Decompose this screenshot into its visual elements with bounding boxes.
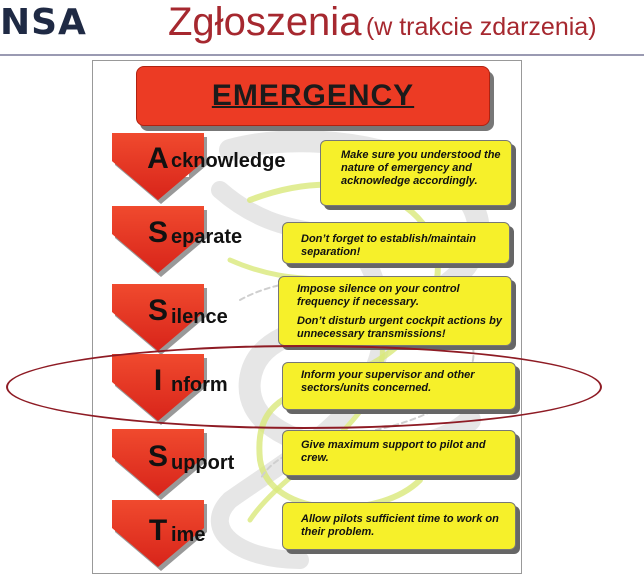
highlight-ellipse bbox=[6, 345, 602, 429]
emergency-heading-banner bbox=[136, 66, 490, 126]
instruction-text: Inform your supervisor and other sectors/units concerned. bbox=[301, 369, 475, 394]
instruction-text: Don’t disturb urgent cockpit actions by unnecessary transmissions! bbox=[297, 315, 502, 340]
slide-title-sub: (w trakcie zdarzenia) bbox=[365, 13, 597, 41]
instruction-text: Allow pilots sufficient time to work on their problem. bbox=[301, 513, 499, 538]
mnemonic-letter: S bbox=[147, 294, 168, 327]
instruction-text: Don’t forget to establish/maintain separation! bbox=[301, 233, 476, 258]
mnemonic-letter: S bbox=[147, 216, 168, 249]
emergency-heading: EMERGENCY bbox=[211, 79, 415, 112]
mnemonic-word: eparate bbox=[171, 226, 243, 248]
instruction-text: Give maximum support to pilot and crew. bbox=[301, 439, 486, 464]
instruction-text: Impose silence on your control frequency if necessary. bbox=[297, 283, 460, 308]
mnemonic-word: nform bbox=[171, 374, 228, 396]
slide-title-main: Zgłoszenia bbox=[168, 0, 362, 44]
company-logo: NSA bbox=[0, 2, 87, 43]
mnemonic-letter: S bbox=[147, 440, 168, 473]
mnemonic-letter: T bbox=[148, 514, 168, 547]
mnemonic-word: upport bbox=[171, 452, 235, 474]
instruction-box bbox=[282, 222, 510, 264]
instruction-text: Make sure you understood the nature of emergency and acknowledge accordingly. bbox=[341, 149, 501, 187]
mnemonic-word: cknowledge bbox=[171, 150, 286, 172]
mnemonic-letter: A bbox=[147, 142, 169, 175]
instruction-box bbox=[282, 430, 516, 476]
instruction-box bbox=[282, 502, 516, 550]
mnemonic-word: ilence bbox=[171, 306, 228, 328]
instruction-box bbox=[320, 140, 512, 206]
mnemonic-letter: I bbox=[153, 364, 163, 397]
instruction-box bbox=[278, 276, 512, 346]
mnemonic-word: ime bbox=[171, 524, 206, 546]
